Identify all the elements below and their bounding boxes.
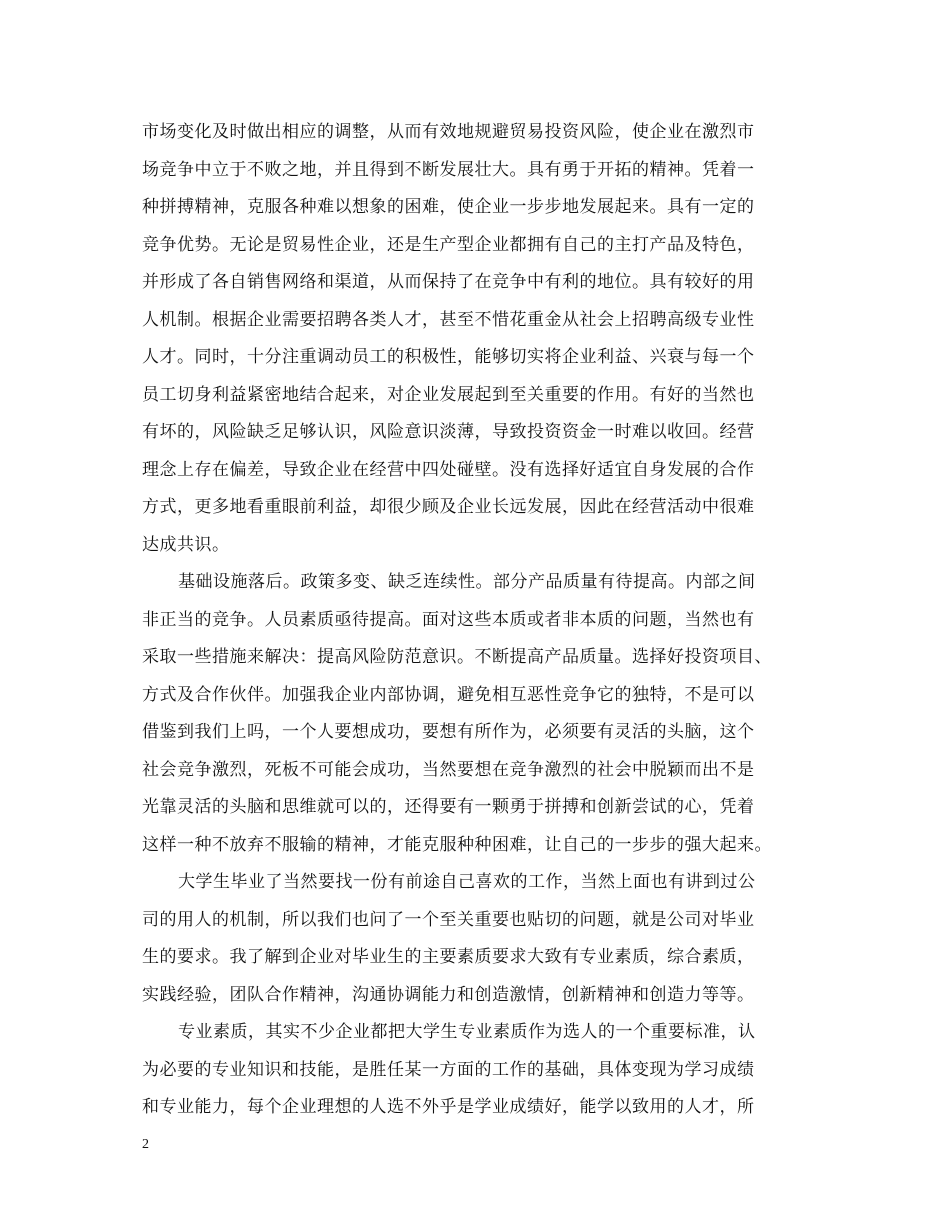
text-line: 非正当的竞争。人员素质亟待提高。面对这些本质或者非本质的问题，当然也有 <box>142 609 755 630</box>
paragraph-1 <box>142 114 810 564</box>
text-line: 司的用人的机制，所以我们也问了一个至关重要也贴切的问题，就是公司对毕业 <box>142 909 755 930</box>
text-line: 人才。同时，十分注重调动员工的积极性，能够切实将企业利益、兴衰与每一个 <box>142 347 755 367</box>
text-line: 基础设施落后。政策多变、缺乏连续性。部分产品质量有待提高。内部之间 <box>178 572 756 592</box>
paragraph-2 <box>142 564 810 864</box>
text-line: 达成共识。 <box>142 534 230 555</box>
text-line: 社会竞争激烈，死板不可能会成功，当然要想在竞争激烈的社会中脱颖而出不是 <box>142 759 755 780</box>
text-line: 人机制。根据企业需要招聘各类人才，甚至不惜花重金从社会上招聘高级专业性 <box>142 309 755 330</box>
text-line: 场竞争中立于不败之地，并且得到不断发展壮大。具有勇于开拓的精神。凭着一 <box>142 159 755 180</box>
paragraph-3 <box>142 864 810 1014</box>
text-line: 有坏的，风险缺乏足够认识，风险意识淡薄，导致投资资金一时难以收回。经营 <box>142 422 755 442</box>
text-line: 生的要求。我了解到企业对毕业生的主要素质要求大致有专业素质，综合素质， <box>142 947 755 967</box>
paragraph-4 <box>142 1014 810 1127</box>
text-line: 专业素质，其实不少企业都把大学生专业素质作为选人的一个重要标准，认 <box>178 1022 756 1042</box>
text-line: 竞争优势。无论是贸易性企业，还是生产型企业都拥有自己的主打产品及特色， <box>142 234 755 255</box>
text-line: 借鉴到我们上吗，一个人要想成功，要想有所作为，必须要有灵活的头脑，这个 <box>142 722 755 742</box>
text-line: 方式，更多地看重眼前利益，却很少顾及企业长远发展，因此在经营活动中很难 <box>142 497 755 517</box>
body-text <box>142 114 810 1127</box>
text-line: 理念上存在偏差，导致企业在经营中四处碰壁。没有选择好适宜自身发展的合作 <box>142 459 755 480</box>
text-line: 员工切身利益紧密地结合起来，对企业发展起到至关重要的作用。有好的当然也 <box>142 384 755 405</box>
text-line: 并形成了各自销售网络和渠道，从而保持了在竞争中有利的地位。具有较好的用 <box>142 272 755 292</box>
text-line: 市场变化及时做出相应的调整，从而有效地规避贸易投资风险，使企业在激烈市 <box>142 122 755 142</box>
text-line: 和专业能力，每个企业理想的人选不外乎是学业成绩好，能学以致用的人才，所 <box>142 1097 755 1117</box>
page-number: 2 <box>142 1137 149 1152</box>
text-line: 实践经验，团队合作精神，沟通协调能力和创造激情，创新精神和创造力等等。 <box>142 984 755 1005</box>
text-line: 这样一种不放弃不服输的精神，才能克服种种困难，让自己的一步步的强大起来。 <box>142 834 772 855</box>
text-line: 采取一些措施来解决：提高风险防范意识。不断提高产品质量。选择好投资项目、 <box>142 647 772 667</box>
text-line: 方式及合作伙伴。加强我企业内部协调，避免相互恶性竞争它的独特，不是可以 <box>142 684 755 705</box>
text-line: 大学生毕业了当然要找一份有前途自己喜欢的工作，当然上面也有讲到过公 <box>178 872 756 892</box>
text-line: 光靠灵活的头脑和思维就可以的，还得要有一颗勇于拼搏和创新尝试的心，凭着 <box>142 797 755 817</box>
text-line: 为必要的专业知识和技能，是胜任某一方面的工作的基础，具体变现为学习成绩 <box>142 1059 755 1080</box>
text-line: 种拼搏精神，克服各种难以想象的困难，使企业一步步地发展起来。具有一定的 <box>142 197 755 217</box>
